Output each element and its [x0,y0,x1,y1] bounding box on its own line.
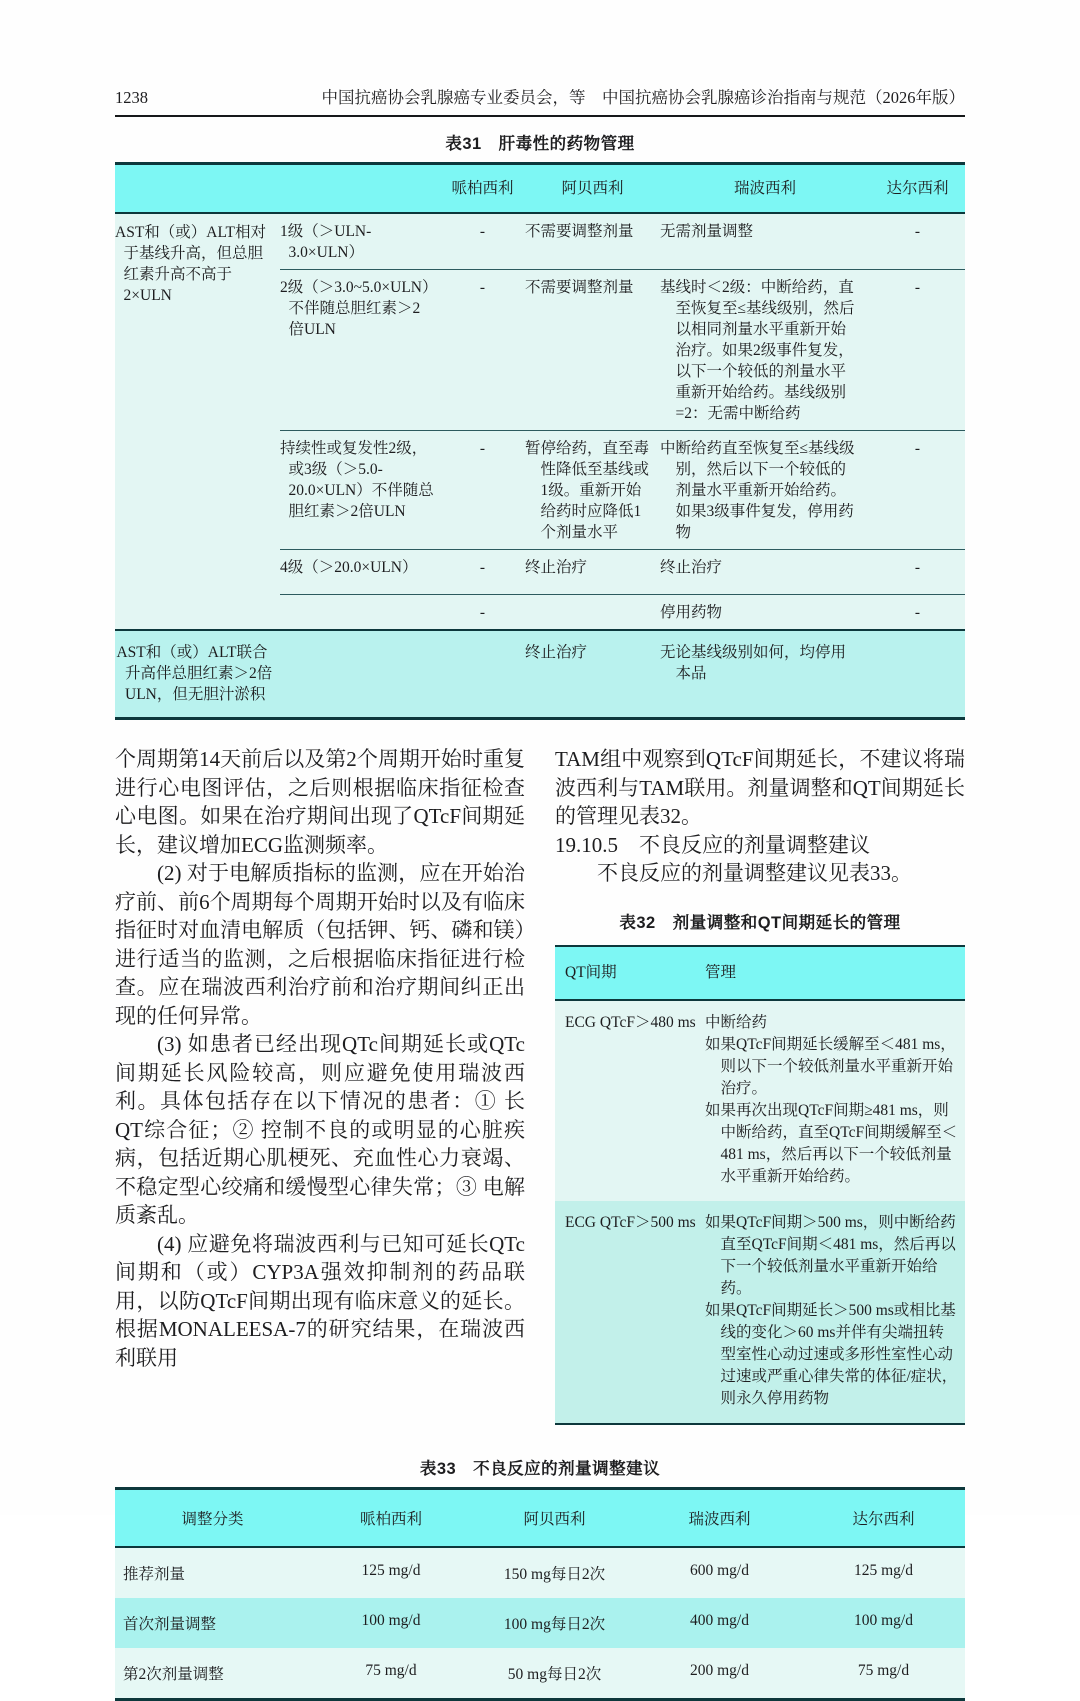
table33-header-row [115,1490,965,1548]
cell-abemaciclib: 暂停给药，直至毒性降低至基线或1级。重新开始给药时应降低1个剂量水平 [525,440,650,541]
paragraph: TAM组中观察到QTcF间期延长，不建议将瑞波西利与TAM联用。剂量调整和QT间期延长的管理见表32。 [555,747,965,828]
cell-ribociclib: 基线时＜2级：中断给药，直至恢复至≤基线级别，然后以相同剂量水平重新开始治疗。如果2级事件复发，以下一个较低的剂量水平重新开始给药。基线级别=2：无需中断给药 [660,279,855,422]
cell-dalpiciclib: - [914,559,921,576]
cell-abemaciclib: 不需要调整剂量 [525,279,634,296]
cell-ribociclib: 600 mg/d [690,1562,749,1579]
right-column [555,745,965,1425]
cell-category: 第2次剂量调整 [123,1666,224,1683]
paragraph: 不良反应的剂量调整建议见表33。 [597,861,912,885]
table-row [115,1598,965,1648]
table31 [115,162,965,720]
table-row [280,214,965,270]
paragraph: 个周期第14天前后以及第2个周期开始时重复进行心电图评估，之后则根据临床指征检查心电图。如果在治疗期间出现了QTcF间期延长，建议增加ECG监测频率。 [115,747,525,857]
cell-ribociclib: 终止治疗 [660,559,723,576]
table-row [115,1548,965,1598]
table32-header-qt: QT间期 [565,964,617,981]
cell-grade: 1级（＞ULN-3.0×ULN） [280,223,372,261]
cell-abemaciclib: 150 mg每日2次 [503,1566,606,1583]
paragraph: (2) 对于电解质指标的监测，应在开始治疗前、前6个周期每个周期开始时以及有临床指征时对血清电解质（包括钾、钙、磷和镁）进行适当的监测，之后根据临床指征进行检查。应在瑞波西利治疗前和治疗期间纠正出现的任何异常。 [115,861,525,1028]
table33-header-dalpiciclib: 达尔西利 [852,1511,915,1528]
cell-grade [280,602,440,623]
table33-header-palbociclib: 哌柏西利 [359,1511,422,1528]
management-line: 如果QTcF间期延长缓解至＜481 ms，则以下一个较低剂量水平重新开始治疗。 [705,1036,956,1097]
table32-header-row [555,947,965,1001]
table33 [115,1487,965,1701]
table33-header-ribociclib: 瑞波西利 [688,1511,751,1528]
cell-dalpiciclib: - [914,279,921,296]
table33-title: 表33 不良反应的剂量调整建议 [419,1460,661,1478]
cell-palbociclib [440,642,525,707]
cell-palbociclib: - [479,279,486,296]
cell-abemaciclib: 终止治疗 [525,644,588,661]
table31-header-empty2 [280,178,440,199]
table31-title: 表31 肝毒性的药物管理 [445,135,635,153]
table-row [280,270,965,431]
table31-group1-label: AST和（或）ALT相对于基线升高，但总胆红素升高不高于2×ULN [115,224,266,304]
table-row [555,1201,965,1423]
table32-title: 表32 剂量调整和QT间期延长的管理 [619,913,901,932]
cell-ribociclib: 无需剂量调整 [660,223,754,240]
table-row [115,1648,965,1698]
cell-grade [280,642,440,707]
cell-abemaciclib: 100 mg每日2次 [503,1616,606,1633]
left-column [115,745,525,1425]
cell-abemaciclib: 终止治疗 [525,559,588,576]
cell-category: 首次剂量调整 [123,1616,217,1633]
cell-dalpiciclib: - [914,223,921,240]
cell-category: 推荐剂量 [123,1566,186,1583]
table32 [555,945,965,1425]
section-heading: 19.10.5 不良反应的剂量调整建议 [555,832,870,857]
cell-dalpiciclib: - [914,604,921,621]
cell-management [705,1012,965,1188]
cell-dalpiciclib: 75 mg/d [857,1662,910,1679]
cell-dalpiciclib: - [914,440,921,457]
body-text-columns [115,745,965,1425]
table31-body-group2 [115,629,965,717]
table31-header-row [115,165,965,214]
management-line: 如果QTcF间期＞500 ms，则中断给药直至QTcF间期＜481 ms，然后再以下一个较低剂量水平重新开始给药。 [705,1214,956,1297]
cell-ribociclib: 无论基线级别如何，均停用本品 [660,644,847,682]
cell-grade: 2级（＞3.0~5.0×ULN）不伴随总胆红素＞2倍ULN [280,279,430,338]
cell-ribociclib: 停用药物 [660,604,723,621]
table31-header-palbociclib: 哌柏西利 [451,180,514,197]
cell-dalpiciclib: 100 mg/d [854,1612,913,1629]
management-line: 中断给药 [705,1014,768,1031]
table31-body-group1 [115,214,965,629]
table31-header-abemaciclib: 阿贝西利 [561,180,624,197]
cell-palbociclib: 125 mg/d [361,1562,421,1579]
cell-grade: 持续性或复发性2级，或3级（＞5.0-20.0×ULN）不伴随总胆红素＞2倍ULN [280,440,434,520]
cell-qt-interval: ECG QTcF＞480 ms [565,1014,696,1031]
journal-title: 中国抗癌协会乳腺癌专业委员会，等 中国抗癌协会乳腺癌诊治指南与规范（2026年版） [321,88,965,107]
cell-ribociclib: 400 mg/d [690,1612,749,1629]
paragraph: (3) 如患者已经出现QTc间期延长或QTc间期延长风险较高，则应避免使用瑞波西利。具体包括存在以下情况的患者：① 长QT综合征；② 控制不良的或明显的心脏疾病，包括近期心肌梗死、充血性心力衰竭、不稳定型心绞痛和缓慢型心律失常；③ 电解质紊乱。 [115,1032,525,1227]
table33-header-category: 调整分类 [181,1511,244,1528]
page-number: 1238 [115,88,148,107]
cell-palbociclib: - [479,604,486,621]
table-row [280,550,965,595]
table31-header-empty1 [115,178,280,199]
table-row [555,1001,965,1201]
cell-palbociclib: 75 mg/d [365,1662,417,1679]
cell-grade: 4级（＞20.0×ULN） [280,559,418,576]
management-line: 如果再次出现QTcF间期≥481 ms，则中断给药，直至QTcF间期缓解至＜481 ms，然后再以下一个较低剂量水平重新开始给药。 [705,1102,958,1185]
table31-group1-subrows [280,214,965,629]
running-header [115,84,965,117]
cell-qt-interval: ECG QTcF＞500 ms [565,1214,696,1231]
table31-group2-label: AST和（或）ALT联合升高伴总胆红素＞2倍ULN，但无胆汁淤积 [116,644,273,703]
table32-header-manage: 管理 [705,964,737,981]
paragraph: (4) 应避免将瑞波西利与已知可延长QTc间期和（或）CYP3A强效抑制剂的药品联用，以防QTcF间期出现有临床意义的延长。根据MONALEESA-7的研究结果，在瑞波西利联用 [115,1231,525,1370]
table31-header-ribociclib: 瑞波西利 [733,180,796,197]
cell-palbociclib: - [479,223,486,240]
management-line: 如果QTcF间期延长＞500 ms或相比基线的变化＞60 ms并伴有尖端扭转型室性心动过速或多形性室性心动过速或严重心律失常的体征/症状，则永久停用药物 [705,1302,958,1407]
table-row [280,595,965,629]
table33-header-abemaciclib: 阿贝西利 [523,1511,586,1528]
table31-header-dalpiciclib: 达尔西利 [886,180,949,197]
cell-management [705,1212,965,1410]
cell-palbociclib: - [479,440,486,457]
cell-abemaciclib: 50 mg每日2次 [507,1666,602,1683]
cell-abemaciclib: 不需要调整剂量 [525,223,634,240]
cell-abemaciclib [525,602,660,623]
cell-ribociclib: 200 mg/d [690,1662,749,1679]
cell-palbociclib: 100 mg/d [361,1612,421,1629]
table-row [280,431,965,550]
cell-dalpiciclib: 125 mg/d [854,1562,913,1579]
cell-dalpiciclib [870,642,965,707]
cell-ribociclib: 中断给药直至恢复至≤基线级别，然后以下一个较低的剂量水平重新开始给药。如果3级事件复发，停用药物 [660,440,855,541]
cell-palbociclib: - [479,559,486,576]
